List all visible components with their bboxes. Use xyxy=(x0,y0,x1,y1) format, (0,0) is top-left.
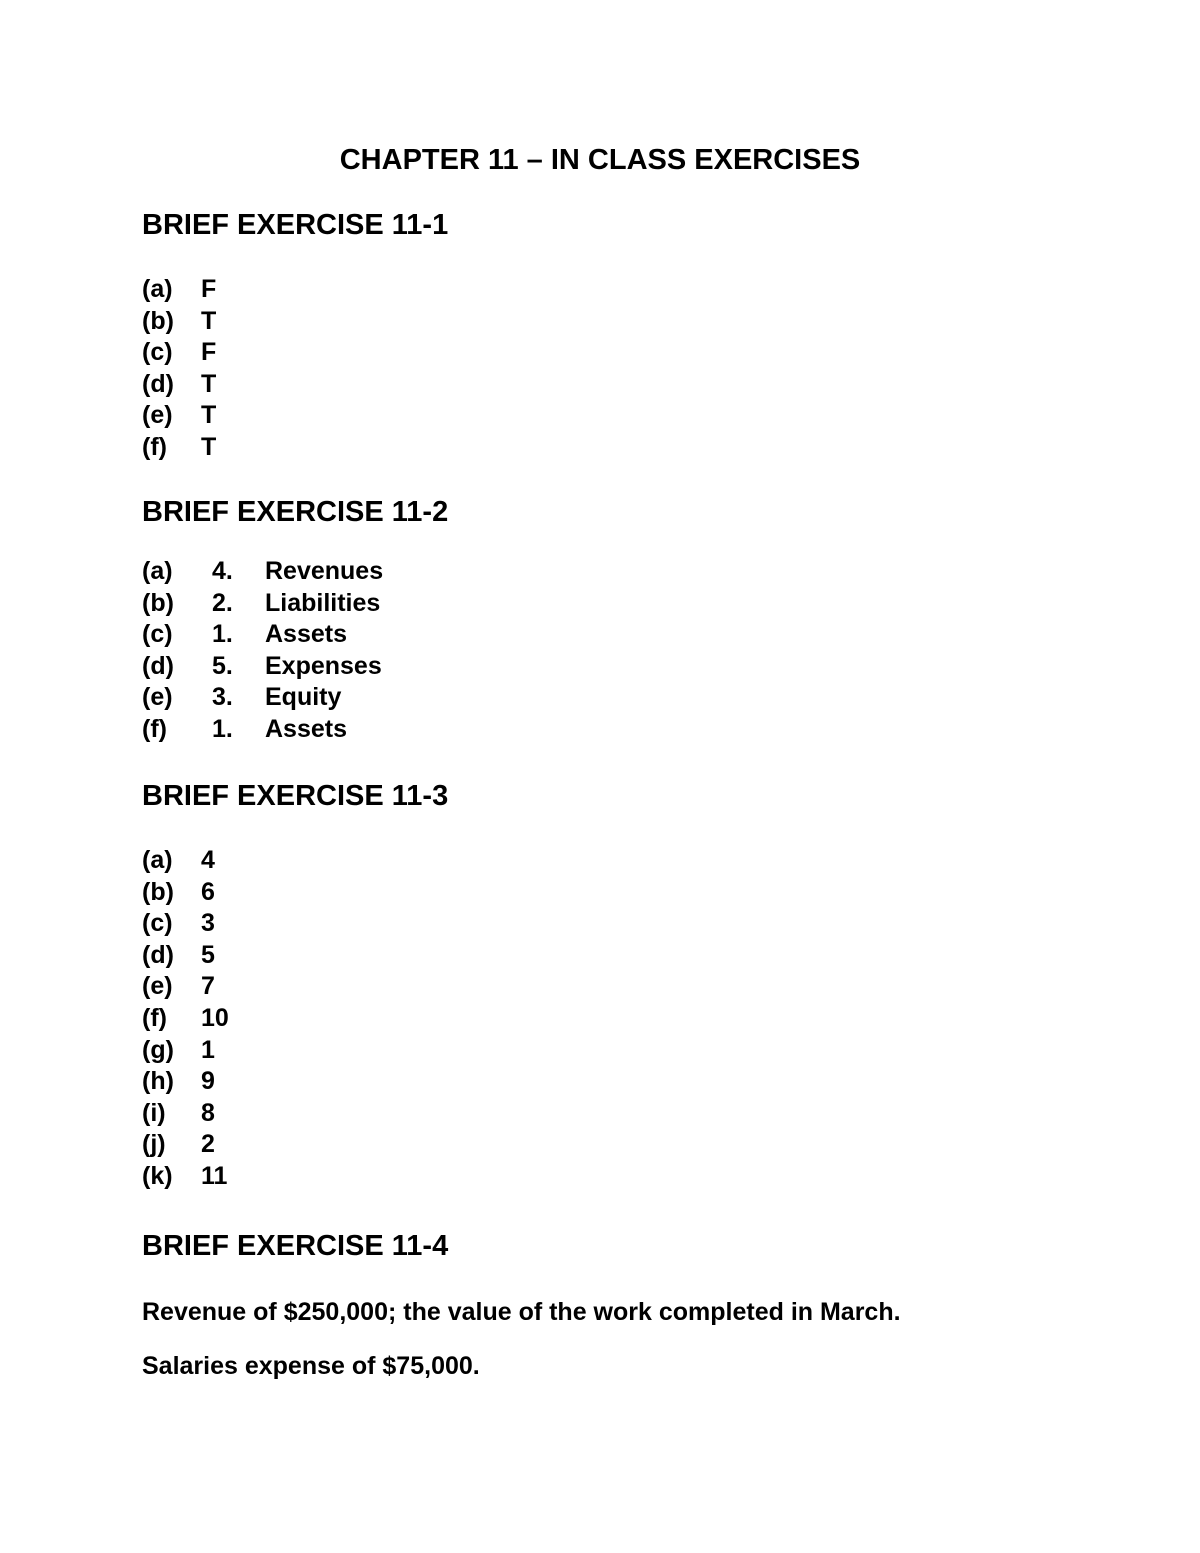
answer-category: Revenues xyxy=(265,557,384,585)
answer-label: (i) xyxy=(142,1098,166,1127)
answer-number: 1. xyxy=(212,714,233,743)
answer-label: (c) xyxy=(142,338,173,367)
answer-label: (g) xyxy=(142,1035,174,1064)
answer-category: Equity xyxy=(265,683,342,712)
answer-category: Expenses xyxy=(265,651,382,680)
answer-value: 9 xyxy=(201,1067,215,1096)
answer-label: (f) xyxy=(142,714,167,743)
answer-label: (h) xyxy=(142,1067,174,1096)
answer-category: Assets xyxy=(265,714,347,743)
exercise-11-4-heading: BRIEF EXERCISE 11-4 xyxy=(142,1230,449,1262)
answer-label: (f) xyxy=(142,1003,167,1032)
answer-label: (e) xyxy=(142,401,173,430)
exercise-11-4-revenue-text: Revenue of $250,000; the value of the work completed in March. xyxy=(142,1298,901,1326)
answer-value: F xyxy=(201,338,217,367)
answer-label: (a) xyxy=(142,275,173,303)
answer-value: T xyxy=(201,306,217,335)
answer-value: 8 xyxy=(201,1098,215,1127)
answer-number: 2. xyxy=(212,588,233,617)
answer-label: (f) xyxy=(142,432,167,461)
answer-label: (d) xyxy=(142,369,174,398)
answer-label: (a) xyxy=(142,557,173,585)
answer-label: (c) xyxy=(142,909,173,938)
answer-label: (d) xyxy=(142,651,174,680)
answer-number: 3. xyxy=(212,683,233,712)
answer-label: (e) xyxy=(142,683,173,712)
answer-label: (d) xyxy=(142,940,174,969)
answer-value: 4 xyxy=(201,846,215,874)
page-title: CHAPTER 11 – IN CLASS EXERCISES xyxy=(339,144,861,176)
answer-number: 1. xyxy=(212,620,233,649)
answer-label: (e) xyxy=(142,972,173,1001)
answer-value: T xyxy=(201,432,217,461)
answer-label: (b) xyxy=(142,306,174,335)
answer-value: T xyxy=(201,401,217,430)
answer-value: 3 xyxy=(201,909,215,938)
answer-value: 2 xyxy=(201,1130,215,1159)
exercise-11-2-heading: BRIEF EXERCISE 11-2 xyxy=(142,496,449,528)
answer-value: 7 xyxy=(201,972,215,1001)
answer-value: 6 xyxy=(201,877,215,906)
answer-category: Liabilities xyxy=(265,588,381,617)
answer-label: (j) xyxy=(142,1130,166,1159)
answer-value: 11 xyxy=(201,1161,228,1190)
answer-value: F xyxy=(201,275,217,303)
answer-value: 10 xyxy=(201,1003,229,1032)
answer-value: 5 xyxy=(201,940,215,969)
answer-value: T xyxy=(201,369,217,398)
answer-category: Assets xyxy=(265,620,347,649)
answer-label: (c) xyxy=(142,620,173,649)
answer-value: 1 xyxy=(201,1035,215,1064)
answer-number: 4. xyxy=(212,557,233,585)
answer-number: 5. xyxy=(212,651,233,680)
exercise-11-3-heading: BRIEF EXERCISE 11-3 xyxy=(142,780,449,812)
exercise-11-1-heading: BRIEF EXERCISE 11-1 xyxy=(142,209,449,241)
answer-label: (k) xyxy=(142,1161,173,1190)
exercise-11-4-salaries-text: Salaries expense of $75,000. xyxy=(142,1352,480,1380)
answer-label: (b) xyxy=(142,877,174,906)
answer-label: (a) xyxy=(142,846,173,874)
answer-label: (b) xyxy=(142,588,174,617)
